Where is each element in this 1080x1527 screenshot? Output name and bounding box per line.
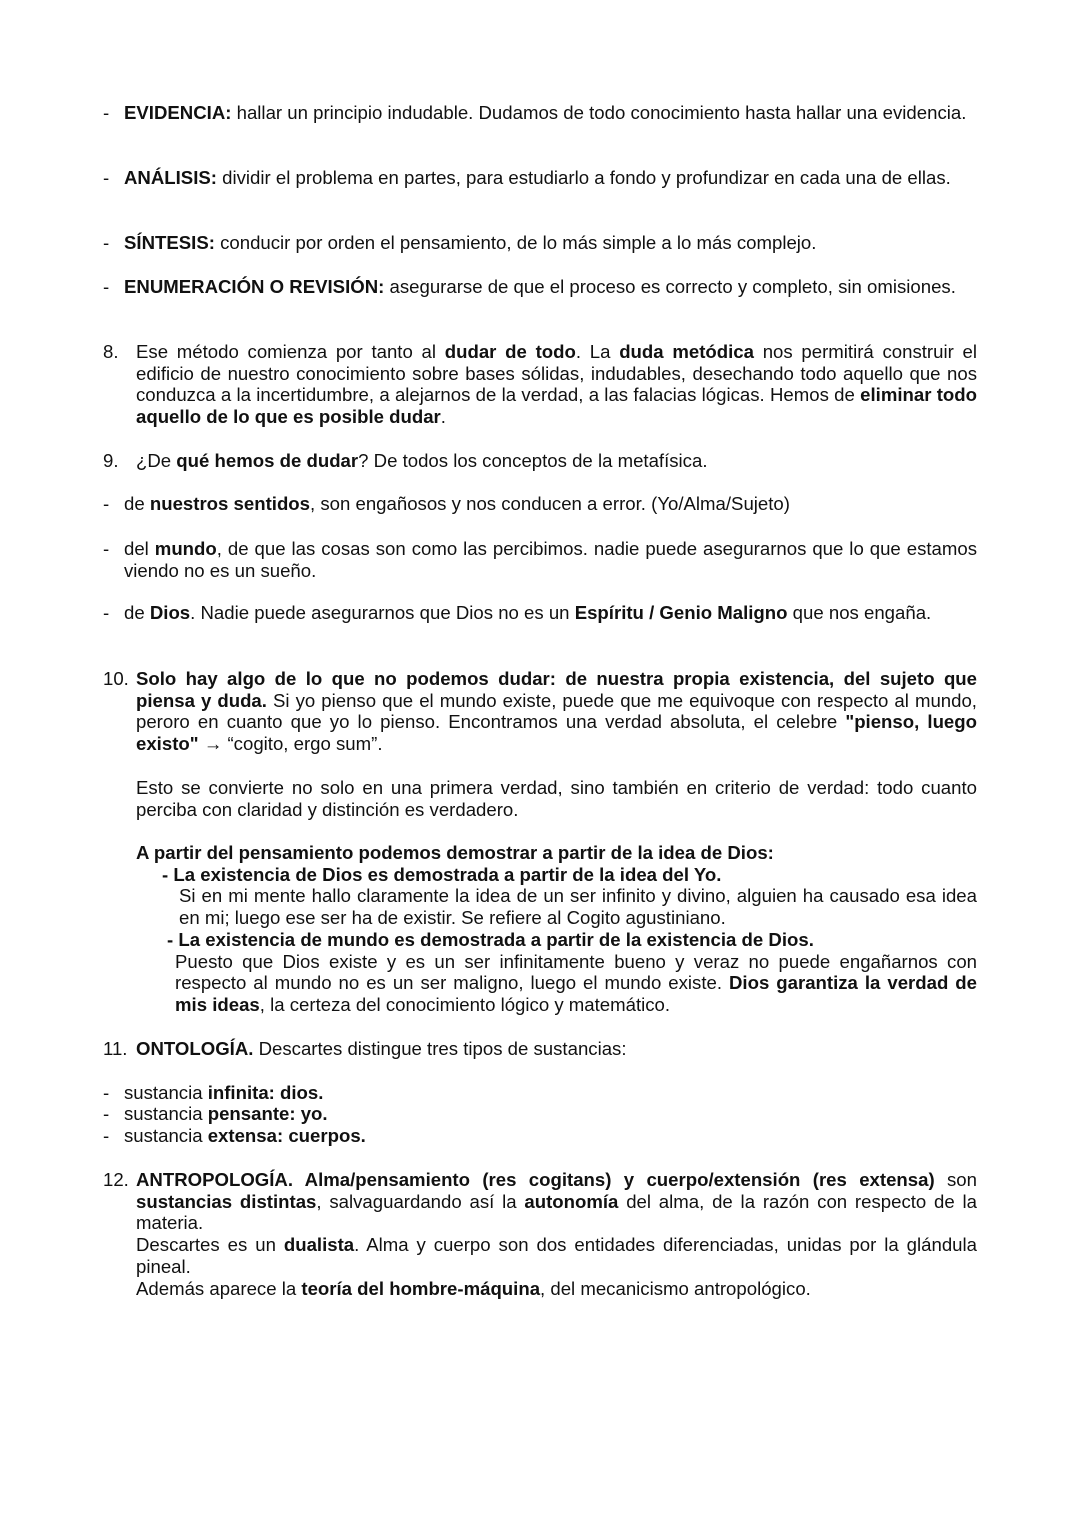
bullet-item [103, 602, 977, 624]
bold-text: Espíritu / Genio Maligno [574, 602, 788, 623]
text-segment: . [440, 406, 446, 428]
bullet-item [103, 1082, 977, 1104]
numbered-paragraph [103, 777, 977, 820]
text-segment: de [124, 493, 150, 514]
paragraph-text [136, 1234, 977, 1277]
demo-item-text [175, 951, 977, 1016]
bold-text: nuestros sentidos [149, 493, 311, 514]
text-segment: → “cogito, ergo sum”. [198, 733, 383, 755]
paragraph-text [124, 1082, 977, 1104]
text-segment: sustancia [124, 1103, 208, 1124]
item-number: 8. [103, 341, 119, 362]
numbered-paragraph [103, 1169, 977, 1234]
text-segment: , son engañosos y nos conducen a error. (Yo/Alma/Sujeto) [310, 493, 790, 514]
text-segment: , la certeza del conocimiento lógico y matemático. [259, 993, 671, 1015]
item-number: 10. [103, 668, 129, 689]
text-segment: sustancia [124, 1125, 208, 1146]
paragraph-text [136, 450, 977, 472]
demo-item-title: - La existencia de mundo es demostrada a partir de la existencia de Dios. [167, 928, 814, 950]
bold-text: Solo hay algo de lo que no podemos dudar: de nuestra propia existencia, del sujeto que piensa y duda. [136, 668, 977, 711]
text-segment: Ese método comienza por tanto al [136, 341, 445, 362]
text-segment: ? De todos los conceptos de la metafísica. [358, 450, 708, 471]
text-segment: son [934, 1169, 977, 1190]
text-segment: sustancia [124, 1082, 208, 1103]
bullet-dash: - [103, 493, 110, 514]
text-segment: Descartes es un [136, 1234, 284, 1255]
paragraph-text [136, 1169, 977, 1234]
bullet-dash: - [103, 1082, 110, 1103]
numbered-paragraph [103, 341, 977, 428]
paragraph-text [124, 232, 977, 254]
bullet-dash: - [103, 602, 110, 623]
bullet-item [103, 232, 977, 254]
demo-item-title: - La existencia de Dios es demostrada a partir de la idea del Yo. [162, 863, 722, 885]
bold-text: pensante: yo. [207, 1103, 328, 1124]
text-segment: . Alma y cuerpo son dos entidades diferenciadas, unidas por la glándula pineal. [136, 1234, 977, 1277]
text-segment: Si en mi mente hallo claramente la idea de un ser infinito y divino, alguien ha causado esa idea en mi; luego ese ser ha de existir. Se refiere al Cogito agustiniano. [179, 885, 977, 929]
text-segment: hallar un principio indudable. Dudamos de todo conocimiento hasta hallar una evidencia. [231, 102, 967, 123]
paragraph-text [136, 777, 977, 820]
bold-text: Dios [149, 602, 191, 623]
bullet-dash: - [103, 167, 110, 188]
paragraph-text [136, 1038, 977, 1060]
bullet-dash: - [103, 1125, 110, 1146]
paragraph-text [136, 1278, 977, 1300]
bold-text: ONTOLOGÍA. [136, 1038, 254, 1059]
bold-text: dudar de todo [444, 341, 576, 362]
bullet-item [103, 167, 977, 189]
text-segment: del [124, 538, 155, 559]
paragraph-text [124, 102, 977, 124]
bullet-item [103, 538, 977, 581]
bold-text: mundo [154, 538, 217, 559]
paragraph-text [124, 276, 977, 298]
text-segment: del alma, de la razón con respecto de la materia. [136, 1190, 978, 1234]
bullet-item [103, 102, 977, 124]
text-segment: de [124, 602, 150, 623]
bold-text: "pienso, luego existo" [136, 711, 977, 755]
bold-text: teoría del hombre-máquina [301, 1278, 541, 1299]
bold-text: qué hemos de dudar [176, 450, 359, 471]
paragraph-text [124, 493, 977, 515]
bold-text: infinita: dios. [207, 1082, 324, 1103]
bold-text: duda metódica [619, 341, 754, 362]
bullet-dash: - [103, 1103, 110, 1124]
bold-text: eliminar todo aquello de lo que es posible dudar [136, 384, 977, 428]
bullet-item [103, 1103, 977, 1125]
text-segment: dividir el problema en partes, para estudiarlo a fondo y profundizar en cada una de ellas. [216, 167, 951, 188]
paragraph-text [136, 341, 977, 428]
bullet-item [103, 1125, 977, 1147]
bullet-dash: - [103, 102, 110, 123]
bold-text: extensa: cuerpos. [207, 1125, 366, 1146]
bullet-item [103, 493, 977, 515]
text-segment: Esto se convierte no solo en una primera verdad, sino también en criterio de verdad: todo cuanto perciba con claridad y distinción es verdadero. [136, 777, 977, 820]
bold-text: EVIDENCIA: [124, 102, 232, 123]
text-segment: Si yo pienso que el mundo existe, puede que me equivoque con respecto al mundo, peroro en cuanto que yo lo pienso. Encontramos una verdad absoluta, el celebre [136, 689, 977, 733]
numbered-paragraph [103, 1234, 977, 1277]
bold-text: ANÁLISIS: [124, 167, 217, 188]
text-segment: que nos engaña. [787, 602, 932, 623]
text-segment: . Nadie puede asegurarnos que Dios no es un [190, 602, 575, 623]
text-segment: Puesto que Dios existe y es un ser infinitamente bueno y veraz no puede engañarnos con respecto al mundo no es un ser maligno, luego el mundo existe. [175, 950, 977, 994]
numbered-paragraph [103, 1038, 977, 1060]
text-segment: . La [575, 341, 620, 362]
paragraph-text [124, 538, 977, 581]
numbered-paragraph [103, 668, 977, 755]
text-segment: , del mecanicismo antropológico. [540, 1278, 811, 1299]
demo-item-text [179, 885, 977, 928]
text-segment: Descartes distingue tres tipos de sustancias: [253, 1038, 627, 1059]
bold-text: dualista [283, 1234, 355, 1255]
paragraph-text [124, 1125, 977, 1147]
paragraph-text [136, 668, 977, 755]
section-heading: A partir del pensamiento podemos demostrar a partir de la idea de Dios: [136, 842, 774, 863]
numbered-paragraph [103, 1278, 977, 1300]
numbered-paragraph [103, 450, 977, 472]
item-number: 9. [103, 450, 119, 471]
item-number: 12. [103, 1169, 129, 1190]
bullet-dash: - [103, 538, 110, 559]
bold-text: sustancias distintas [136, 1190, 317, 1212]
text-segment: asegurarse de que el proceso es correcto y completo, sin omisiones. [384, 276, 956, 297]
bullet-dash: - [103, 276, 110, 297]
bullet-item [103, 276, 977, 298]
text-segment: , de que las cosas son como las percibimos. nadie puede asegurarnos que lo que estamos viendo no es un sueño. [124, 538, 977, 581]
text-segment: conducir por orden el pensamiento, de lo más simple a lo más complejo. [214, 232, 817, 253]
bold-text: SÍNTESIS: [124, 232, 215, 253]
paragraph-text [124, 602, 977, 624]
paragraph-text [124, 167, 977, 189]
text-segment: Además aparece la [136, 1278, 302, 1299]
text-segment: , salvaguardando así la [316, 1190, 525, 1212]
text-segment: ¿De [136, 450, 177, 471]
bold-text: Dios garantiza la verdad de mis ideas [175, 972, 977, 1015]
bold-text: autonomía [524, 1190, 619, 1212]
bold-text: ENUMERACIÓN O REVISIÓN: [124, 276, 385, 297]
bullet-dash: - [103, 232, 110, 253]
item-number: 11. [103, 1038, 128, 1059]
text-segment: nos permitirá construir el edificio de nuestro conocimiento sobre bases sólidas, indudables, desechando todo aquello que nos conduzca a la incertidumbre, a alejarnos de la verdad, a las falacias lógicas. Hemos de [136, 341, 977, 406]
paragraph-text [124, 1103, 977, 1125]
demonstration-section [103, 842, 977, 1016]
bold-text: ANTROPOLOGÍA. Alma/pensamiento (res cogitans) y cuerpo/extensión (res extensa) [136, 1169, 935, 1190]
